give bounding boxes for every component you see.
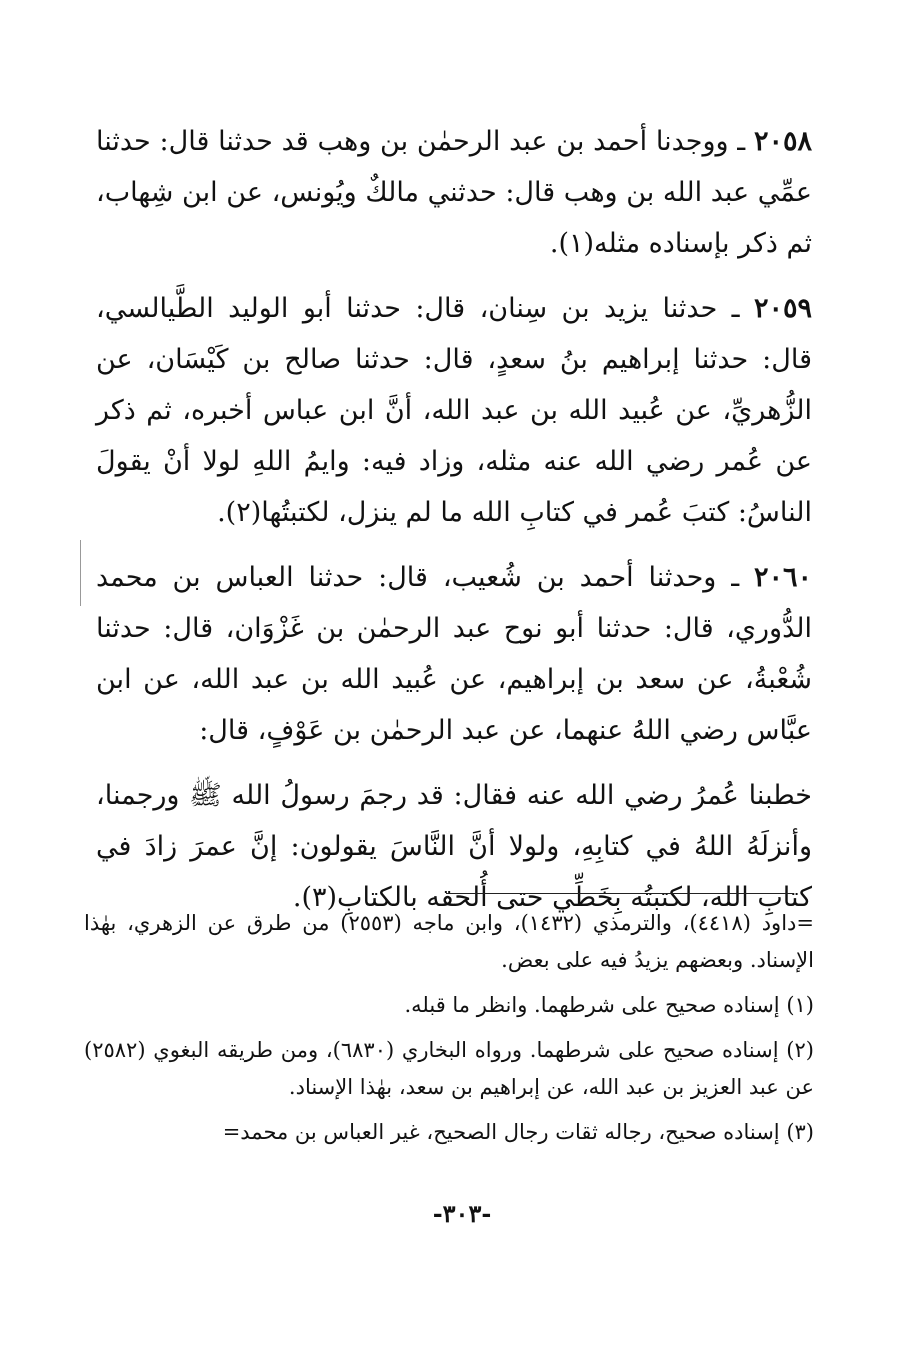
hadith-text: خطبنا عُمرُ رضي الله عنه فقال: قد رجمَ رسولُ الله ﷺ ورجمنا، وأنزلَهُ اللهُ في كتابِهِ، ولولا أنَّ النَّاسَ يقولون: إنَّ عمرَ زادَ في كتابِ الله، لكتبتُه بِخَطِّي حتى أُلحقه بالكتابِ(٣). bbox=[96, 780, 812, 913]
hadith-2060-matn bbox=[96, 770, 812, 923]
hadith-text: ـ ووجدنا أحمد بن عبد الرحمٰن بن وهب قد حدثنا قال: حدثنا عمِّي عبد الله بن وهب قال: حدثني مالكٌ ويُونس، عن ابن شِهاب، ثم ذكر بإسناده مثله(١). bbox=[96, 126, 812, 259]
footnotes bbox=[84, 905, 814, 1159]
margin-mark bbox=[80, 540, 81, 606]
footnote-3: (٣) إسناده صحيح، رجاله ثقات رجال الصحيح، غير العباس بن محمد= bbox=[222, 1120, 814, 1144]
hadith-number: ٢٠٦٠ bbox=[753, 562, 812, 593]
hadith-2060 bbox=[96, 552, 812, 756]
footnote-continuation: =داود (٤٤١٨)، والترمذي (١٤٣٢)، وابن ماجه (٢٥٥٣) من طرق عن الزهري، بهٰذا الإسناد. وبعضهم يزيدُ فيه على بعض. bbox=[84, 911, 814, 972]
hadith-2058 bbox=[96, 116, 812, 269]
hadith-2059 bbox=[96, 283, 812, 538]
hadith-text: ـ حدثنا يزيد بن سِنان، قال: حدثنا أبو الوليد الطَّيالسي، قال: حدثنا إبراهيم بنُ سعدٍ، قال: حدثنا صالح بن كَيْسَان، عن الزُّهريِّ، عن عُبيد الله بن عبد الله، أنَّ ابن عباس أخبره، ثم ذكر عن عُمر رضي الله عنه مثله، وزاد فيه: وايمُ اللهِ لولا أنْ يقولَ الناسُ: كتبَ عُمر في كتابِ الله ما لم ينزل، لكتبتُها(٢). bbox=[96, 293, 812, 528]
page-number: -٣٠٣- bbox=[432, 1199, 492, 1228]
footnote-1: (١) إسناده صحيح على شرطهما. وانظر ما قبله. bbox=[404, 993, 814, 1017]
footnote-divider bbox=[446, 893, 794, 894]
footnote-2: (٢) إسناده صحيح على شرطهما. ورواه البخاري (٦٨٣٠)، ومن طريقه البغوي (٢٥٨٢) عن عبد العزيز بن عبد الله، عن إبراهيم بن سعد، بهٰذا الإسناد. bbox=[84, 1038, 814, 1099]
hadith-number: ٢٠٥٩ bbox=[753, 293, 812, 324]
hadith-text: ـ وحدثنا أحمد بن شُعيب، قال: حدثنا العباس بن محمد الدُّوري، قال: حدثنا أبو نوح عبد الرحمٰن بن غَزْوَان، قال: حدثنا شُعْبةُ، عن سعد بن إبراهيم، عن عُبيد الله بن عبد الله، عن ابن عبَّاس رضي اللهُ عنهما، عن عبد الرحمٰن بن عَوْفٍ، قال: bbox=[96, 562, 812, 746]
hadith-number: ٢٠٥٨ bbox=[753, 126, 812, 157]
main-text bbox=[96, 116, 812, 937]
